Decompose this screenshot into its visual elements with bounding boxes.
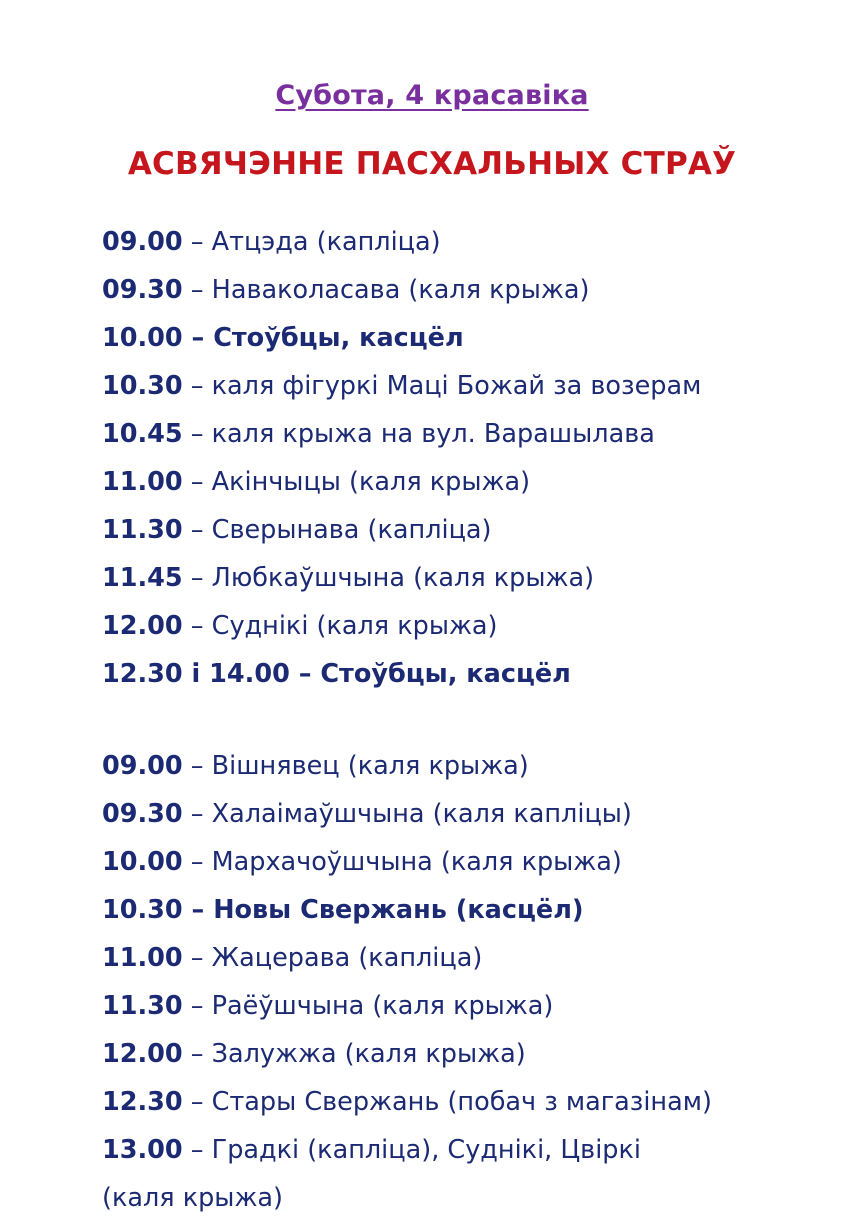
entry-separator: – [182,1038,212,1069]
schedule-entry [70,362,794,410]
entry-separator: – [182,514,212,545]
entry-separator: – [182,466,212,497]
schedule-entry [70,554,794,602]
schedule-entry [70,838,794,886]
entry-time: 09.30 [102,274,183,305]
schedule-entry [70,934,794,982]
entry-separator: – [182,274,212,305]
entry-place: Любкаўшчына (каля крыжа) [211,562,595,593]
entry-separator: – [182,942,212,973]
schedule-list-novy-sverzhan [70,742,794,1174]
schedule-entry [70,314,794,362]
entry-separator: – [182,750,212,781]
entry-place: Мархачоўшчына (каля крыжа) [211,846,622,877]
entry-place: Стоўбцы, касцёл [213,322,464,353]
entry-place: Стоўбцы, касцёл [320,658,571,689]
entry-time: 10.00 [102,322,183,353]
entry-place: Градкі (капліца), Суднікі, Цвіркі [211,1134,641,1165]
entry-place: Залужжа (каля крыжа) [211,1038,526,1069]
entry-separator: – [182,418,212,449]
schedule-entry [70,266,794,314]
entry-time: 13.00 [102,1134,183,1165]
date-heading: Субота, 4 красавіка [275,80,589,111]
entry-time: 10.30 [102,370,183,401]
schedule-entry [70,790,794,838]
entry-time: 11.30 [102,514,183,545]
entry-separator: – [182,226,212,257]
schedule-entry [70,1078,794,1126]
entry-separator: – [182,990,212,1021]
entry-time: 12.00 [102,1038,183,1069]
schedule-entry [70,506,794,554]
entry-time: 11.00 [102,466,183,497]
entry-time: 10.00 [102,846,183,877]
entry-time: 12.30 і 14.00 [102,658,290,689]
page-title: АСВЯЧЭННЕ ПАСХАЛЬНЫХ СТРАЎ [127,146,737,183]
schedule-entry [70,410,794,458]
entry-time: 12.00 [102,610,183,641]
entry-place: Атцэда (капліца) [211,226,441,257]
entry-place: Наваколасава (каля крыжа) [211,274,590,305]
entry-separator: – [182,1134,212,1165]
entry-separator: – [182,610,212,641]
schedule-entry [70,742,794,790]
schedule-entry [70,458,794,506]
entry-place: Халаімаўшчына (каля капліцы) [211,798,632,829]
entry-separator: – [182,846,212,877]
schedule-entry [70,1030,794,1078]
entry-time: 09.00 [102,750,183,781]
entry-separator: – [182,798,212,829]
entry-time: 09.00 [102,226,183,257]
entry-place: каля фігуркі Маці Божай за возерам [211,370,702,401]
entry-place: Новы Свержань (касцёл) [213,894,584,925]
entry-time: 10.45 [102,418,183,449]
entry-separator: – [182,1086,212,1117]
schedule-entry [70,886,794,934]
schedule-continuation-line: (каля крыжа) [102,1182,283,1213]
entry-place: Жацерава (капліца) [211,942,483,973]
entry-place: Сверынава (капліца) [211,514,492,545]
entry-separator: – [182,562,212,593]
entry-separator: – [289,658,321,689]
entry-place: Раёўшчына (каля крыжа) [211,990,554,1021]
schedule-entry [70,1126,794,1174]
entry-time: 09.30 [102,798,183,829]
schedule-entry [70,650,794,698]
entry-time: 10.30 [102,894,183,925]
entry-place: Стары Свержань (побач з магазінам) [211,1086,712,1117]
entry-separator: – [182,370,212,401]
entry-place: каля крыжа на вул. Варашылава [211,418,655,449]
entry-time: 11.30 [102,990,183,1021]
schedule-entry [70,602,794,650]
schedule-list-stoubtsy [70,218,794,698]
entry-place: Суднікі (каля крыжа) [211,610,498,641]
entry-time: 11.45 [102,562,183,593]
entry-place: Вішнявец (каля крыжа) [211,750,529,781]
entry-separator: – [182,894,214,925]
schedule-entry [70,218,794,266]
entry-time: 12.30 [102,1086,183,1117]
entry-time: 11.00 [102,942,183,973]
schedule-entry [70,982,794,1030]
entry-place: Акінчыцы (каля крыжа) [211,466,531,497]
entry-separator: – [182,322,214,353]
